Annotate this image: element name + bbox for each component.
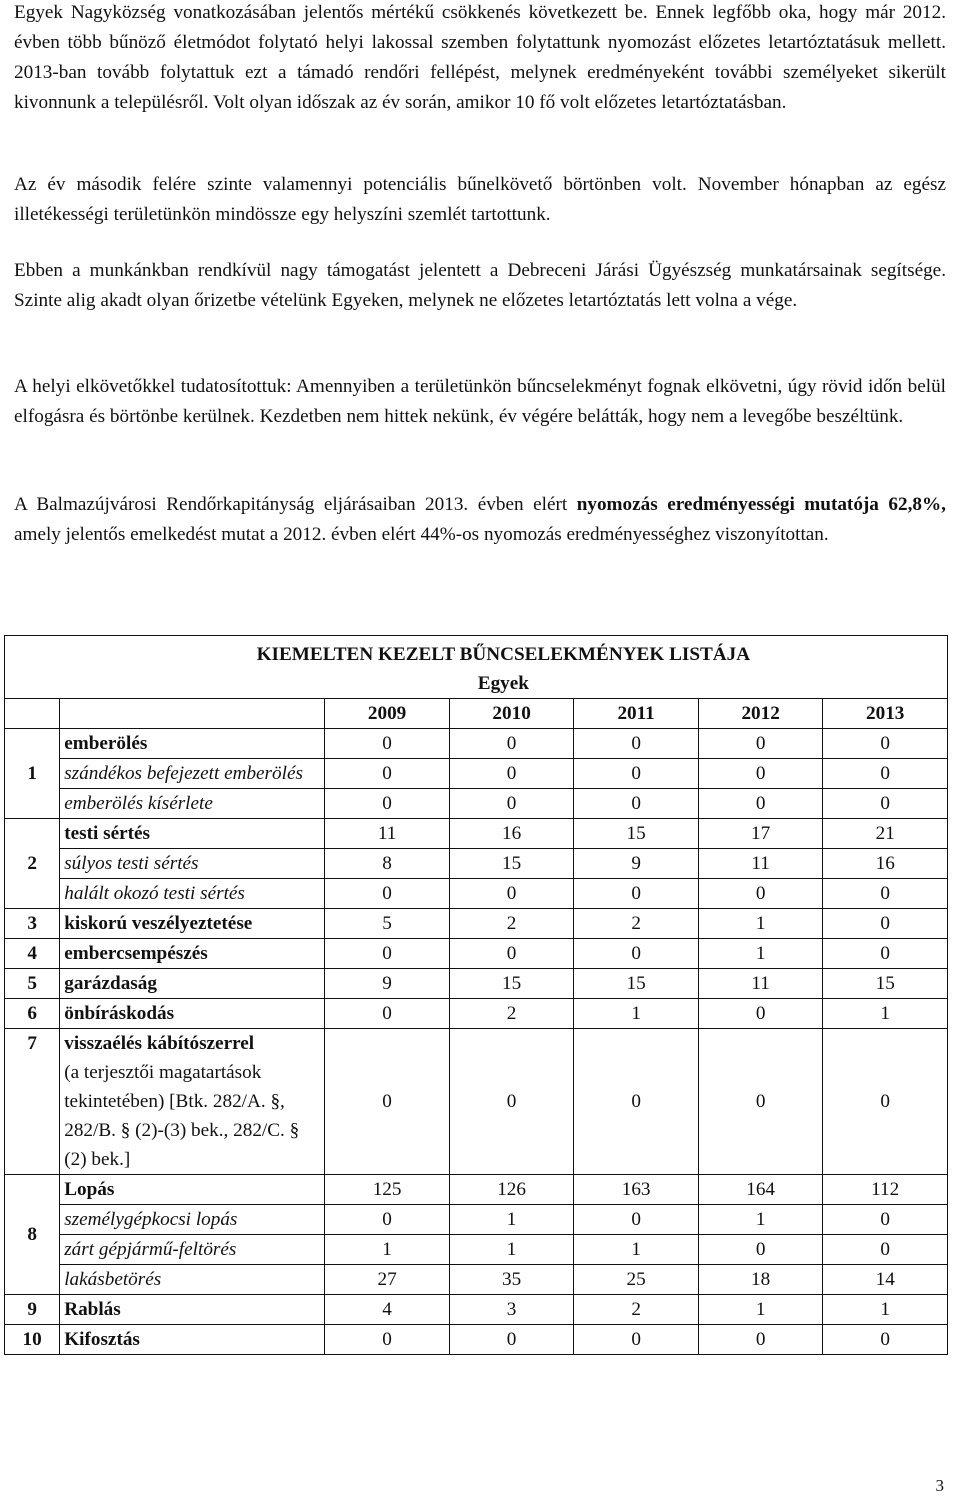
- header-name-cell: [60, 699, 325, 729]
- row-value: 15: [823, 969, 948, 999]
- row-value: 0: [449, 759, 574, 789]
- row-name: garázdaság: [64, 973, 157, 994]
- year-header: 2011: [574, 699, 699, 729]
- row-value: 1: [574, 1235, 699, 1265]
- row-value: 1: [698, 939, 823, 969]
- row-number: 10: [5, 1325, 60, 1355]
- row-value: 0: [449, 939, 574, 969]
- row-value: 0: [449, 1325, 574, 1355]
- table-row: [5, 1175, 948, 1205]
- row-name-cell: [60, 1235, 325, 1265]
- row-name: visszaélés kábítószerrel: [64, 1033, 255, 1054]
- paragraph-5-text-b: amely jelentős emelkedést mutat a 2012. évben elért 44%-os nyomozás eredményességhez viszonyítottan.: [14, 524, 829, 545]
- row-number: 2: [5, 819, 60, 909]
- row-value: 1: [449, 1235, 574, 1265]
- row-name-cell: [60, 1325, 325, 1355]
- row-number: 6: [5, 999, 60, 1029]
- table-row: [5, 1265, 948, 1295]
- row-value: 0: [823, 1029, 948, 1175]
- row-value: 15: [449, 849, 574, 879]
- row-name: halált okozó testi sértés: [64, 883, 245, 904]
- paragraph-5-text-a: A Balmazújvárosi Rendőrkapitányság eljárásaiban 2013. évben elért: [14, 494, 577, 515]
- table-row: [5, 999, 948, 1029]
- row-name-cell: [60, 1265, 325, 1295]
- row-name: testi sértés: [64, 823, 150, 844]
- row-number: 8: [5, 1175, 60, 1295]
- row-value: 11: [325, 819, 450, 849]
- row-name-cell: [60, 939, 325, 969]
- row-value: 0: [823, 1205, 948, 1235]
- row-value: 5: [325, 909, 450, 939]
- row-value: 17: [698, 819, 823, 849]
- table-title: KIEMELTEN KEZELT BŰNCSELEKMÉNYEK LISTÁJA: [256, 644, 751, 665]
- row-value: 0: [325, 999, 450, 1029]
- row-name: emberölés kísérlete: [64, 793, 213, 814]
- row-value: 0: [574, 789, 699, 819]
- paragraph-3: Ebben a munkánkban rendkívül nagy támogatást jelentett a Debreceni Járási Ügyészség munkatársainak segítsége. Szinte alig akadt olyan őrizetbe vételünk Egyeken, melynek ne előzetes letartóztatás lett volna a vége.: [14, 260, 946, 311]
- row-name: embercsempészés: [64, 943, 208, 964]
- row-number: 3: [5, 909, 60, 939]
- row-name-cell: [60, 1205, 325, 1235]
- row-number: 5: [5, 969, 60, 999]
- row-value: 27: [325, 1265, 450, 1295]
- row-name-cell: [60, 1175, 325, 1205]
- row-name-cell: [60, 909, 325, 939]
- page-number: 3: [935, 1476, 944, 1495]
- row-value: 0: [823, 789, 948, 819]
- row-value: 9: [574, 849, 699, 879]
- row-name-cell: [60, 999, 325, 1029]
- row-value: 0: [325, 939, 450, 969]
- row-name: zárt gépjármű-feltörés: [64, 1239, 237, 1260]
- row-value: 35: [449, 1265, 574, 1295]
- row-value: 2: [449, 999, 574, 1029]
- row-value: 0: [698, 1235, 823, 1265]
- table-row: [5, 879, 948, 909]
- table-row: [5, 849, 948, 879]
- row-value: 1: [823, 999, 948, 1029]
- row-value: 4: [325, 1295, 450, 1325]
- row-number: 9: [5, 1295, 60, 1325]
- row-value: 0: [698, 879, 823, 909]
- row-value: 16: [449, 819, 574, 849]
- row-value: 0: [698, 999, 823, 1029]
- row-value: 0: [325, 789, 450, 819]
- table-row: [5, 759, 948, 789]
- row-value: 1: [698, 1205, 823, 1235]
- row-value: 11: [698, 969, 823, 999]
- table-row: [5, 909, 948, 939]
- table-row: [5, 1235, 948, 1265]
- row-name: Rablás: [64, 1299, 121, 1320]
- row-value: 0: [325, 879, 450, 909]
- row-value: 0: [325, 729, 450, 759]
- row-value: 15: [574, 819, 699, 849]
- table-title-row: [5, 636, 948, 699]
- row-name-cell: [60, 759, 325, 789]
- row-value: 2: [574, 1295, 699, 1325]
- row-value: 0: [325, 1029, 450, 1175]
- row-value: 1: [574, 999, 699, 1029]
- table-title-cell: [60, 636, 948, 699]
- row-value: 0: [449, 879, 574, 909]
- row-value: 0: [325, 759, 450, 789]
- row-value: 21: [823, 819, 948, 849]
- paragraph-5: [14, 490, 946, 550]
- row-value: 0: [698, 1325, 823, 1355]
- year-header: 2010: [449, 699, 574, 729]
- row-value: 2: [449, 909, 574, 939]
- row-value: 0: [698, 789, 823, 819]
- row-value: 0: [574, 939, 699, 969]
- row-name-cell: [60, 849, 325, 879]
- table-row: [5, 969, 948, 999]
- row-value: 163: [574, 1175, 699, 1205]
- table-row: [5, 1205, 948, 1235]
- table-header-row: [5, 699, 948, 729]
- row-name: lakásbetörés: [64, 1269, 162, 1290]
- crime-table: [4, 635, 948, 1355]
- row-value: 0: [823, 939, 948, 969]
- row-name-cell: [60, 729, 325, 759]
- row-name: kiskorú veszélyeztetése: [64, 913, 253, 934]
- row-value: 0: [574, 1029, 699, 1175]
- row-name: szándékos befejezett emberölés: [64, 763, 303, 784]
- table-row: [5, 1325, 948, 1355]
- row-name: önbíráskodás: [64, 1003, 175, 1024]
- row-value: 0: [574, 729, 699, 759]
- row-name-extra: (a terjesztői magatartások tekintetében) [Btk. 282/A. §, 282/B. § (2)-(3) bek., 282/C. § (2) bek.]: [64, 1062, 300, 1170]
- row-value: 25: [574, 1265, 699, 1295]
- header-num-cell: [5, 699, 60, 729]
- row-value: 14: [823, 1265, 948, 1295]
- row-value: 0: [449, 789, 574, 819]
- row-value: 0: [449, 729, 574, 759]
- row-value: 1: [823, 1295, 948, 1325]
- year-header: 2009: [325, 699, 450, 729]
- row-value: 15: [449, 969, 574, 999]
- row-name-cell: [60, 789, 325, 819]
- row-value: 0: [823, 909, 948, 939]
- table-row: [5, 819, 948, 849]
- row-name-cell: [60, 879, 325, 909]
- row-value: 1: [325, 1235, 450, 1265]
- row-value: 112: [823, 1175, 948, 1205]
- paragraph-1: Egyek Nagyközség vonatkozásában jelentős mértékű csökkenés következett be. Ennek legfőbb oka, hogy már 2012. évben több bűnöző életmódot folytató helyi lakossal szemben folytattunk nyomozást előzetes letartóztatásuk mellett. 2013-ban tovább folytattuk ezt a támadó rendőri fellépést, melynek eredményeként további személyeket sikerült kivonnunk a településről. Volt olyan időszak az év során, amikor 10 fő volt előzetes letartóztatásban.: [14, 2, 946, 113]
- row-value: 125: [325, 1175, 450, 1205]
- row-value: 0: [823, 879, 948, 909]
- row-name: Kifosztás: [64, 1329, 140, 1350]
- row-name-cell: [60, 819, 325, 849]
- paragraph-5-bold: nyomozás eredményességi mutatója 62,8%,: [576, 494, 946, 515]
- row-number: 4: [5, 939, 60, 969]
- row-value: 16: [823, 849, 948, 879]
- table-subtitle: Egyek: [477, 673, 529, 694]
- row-value: 0: [823, 1235, 948, 1265]
- row-value: 164: [698, 1175, 823, 1205]
- row-value: 1: [449, 1205, 574, 1235]
- row-name: emberölés: [64, 733, 148, 754]
- row-value: 0: [823, 1325, 948, 1355]
- row-value: 126: [449, 1175, 574, 1205]
- table-body: [5, 729, 948, 1355]
- year-header: 2012: [698, 699, 823, 729]
- table-row: [5, 1029, 948, 1175]
- row-value: 18: [698, 1265, 823, 1295]
- table-row: [5, 939, 948, 969]
- row-value: 15: [574, 969, 699, 999]
- row-value: 1: [698, 909, 823, 939]
- table-title-spacer: [5, 636, 60, 699]
- row-value: 0: [449, 1029, 574, 1175]
- row-name-cell: [60, 1029, 325, 1175]
- row-value: 3: [449, 1295, 574, 1325]
- row-name-cell: [60, 1295, 325, 1325]
- row-value: 0: [698, 729, 823, 759]
- row-name: személygépkocsi lopás: [64, 1209, 238, 1230]
- table-row: [5, 789, 948, 819]
- row-name: súlyos testi sértés: [64, 853, 199, 874]
- paragraph-2: Az év második felére szinte valamennyi potenciális bűnelkövető börtönben volt. November hónapban az egész illetékességi területünkön mindössze egy helyszíni szemlét tartottunk.: [14, 174, 946, 225]
- row-name: Lopás: [64, 1179, 115, 1200]
- row-value: 0: [574, 1205, 699, 1235]
- row-value: 0: [823, 759, 948, 789]
- row-value: 0: [574, 879, 699, 909]
- row-value: 0: [574, 759, 699, 789]
- table-row: [5, 729, 948, 759]
- row-value: 8: [325, 849, 450, 879]
- paragraph-4: A helyi elkövetőkkel tudatosítottuk: Amennyiben a területünkön bűncselekményt fognak elkövetni, úgy rövid időn belül elfogásra és börtönbe kerülnek. Kezdetben nem hittek nekünk, év végére belátták, hogy nem a levegőbe beszéltünk.: [14, 376, 946, 427]
- row-value: 0: [325, 1325, 450, 1355]
- row-value: 0: [823, 729, 948, 759]
- year-header: 2013: [823, 699, 948, 729]
- table-row: [5, 1295, 948, 1325]
- row-value: 2: [574, 909, 699, 939]
- row-number: 1: [5, 729, 60, 819]
- row-value: 0: [574, 1325, 699, 1355]
- row-value: 0: [698, 1029, 823, 1175]
- row-value: 9: [325, 969, 450, 999]
- row-value: 1: [698, 1295, 823, 1325]
- row-value: 0: [325, 1205, 450, 1235]
- row-number: 7: [5, 1029, 60, 1175]
- row-value: 0: [698, 759, 823, 789]
- row-name-cell: [60, 969, 325, 999]
- row-value: 11: [698, 849, 823, 879]
